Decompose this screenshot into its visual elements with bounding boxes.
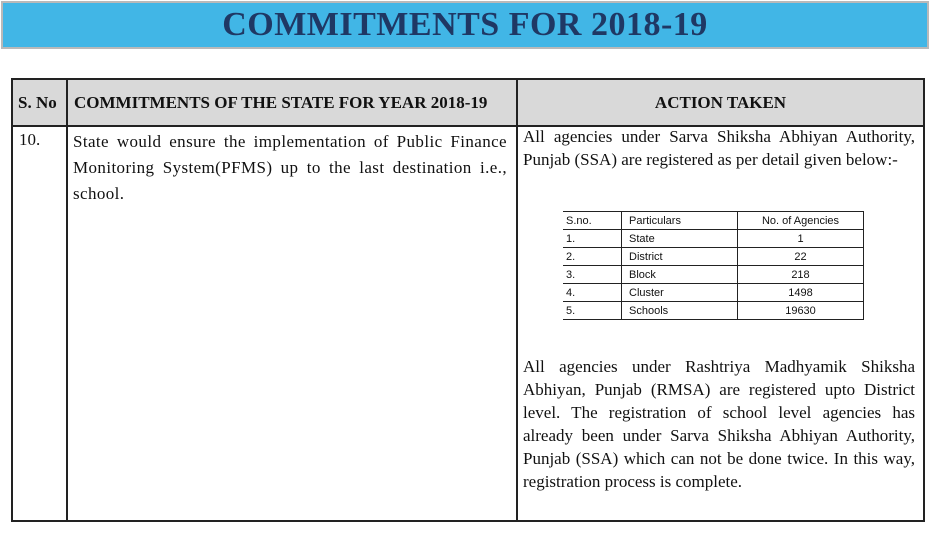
- title-banner: [1, 1, 929, 49]
- agency-sno: 4.: [563, 284, 622, 302]
- table-row: [563, 284, 864, 302]
- agency-count: 22: [738, 248, 864, 266]
- agency-sno: 2.: [563, 248, 622, 266]
- agencies-header-sno: S.no.: [563, 212, 622, 230]
- row-commitment: State would ensure the implementation of Public Finance Monitoring System(PFMS) up to the last destination i.e., school.: [73, 132, 507, 203]
- row-sno: 10.: [19, 130, 41, 149]
- agency-particular: State: [622, 230, 738, 248]
- agencies-table: [563, 211, 864, 320]
- agency-count: 19630: [738, 302, 864, 320]
- row-action-outro: All agencies under Rashtriya Madhyamik Shiksha Abhiyan, Punjab (RMSA) are registered upto District level. The registration of school level agencies has already been under Sarva Shiksha Abhiyan Authority, Punjab (SSA) which can not be done twice. In this way, registration process is complete.: [523, 357, 915, 491]
- column-divider: [66, 80, 68, 520]
- agency-particular: District: [622, 248, 738, 266]
- header-action: ACTION TAKEN: [654, 92, 787, 112]
- agencies-header-count: No. of Agencies: [738, 212, 864, 230]
- agency-count: 1: [738, 230, 864, 248]
- row-action-intro: All agencies under Sarva Shiksha Abhiyan Authority, Punjab (SSA) are registered as per detail given below:-: [523, 127, 915, 169]
- table-row: [563, 302, 864, 320]
- header-commitment: COMMITMENTS OF THE STATE FOR YEAR 2018-19: [74, 92, 488, 112]
- agency-sno: 5.: [563, 302, 622, 320]
- agency-particular: Block: [622, 266, 738, 284]
- agency-particular: Schools: [622, 302, 738, 320]
- page-title: COMMITMENTS FOR 2018-19: [222, 6, 708, 43]
- agencies-header-row: [563, 212, 864, 230]
- commitments-table: [11, 78, 925, 522]
- agency-count: 1498: [738, 284, 864, 302]
- table-row: [563, 266, 864, 284]
- header-sno: S. No: [18, 92, 57, 112]
- table-row: [563, 230, 864, 248]
- column-divider: [516, 80, 518, 520]
- agency-sno: 1.: [563, 230, 622, 248]
- agency-count: 218: [738, 266, 864, 284]
- agency-sno: 3.: [563, 266, 622, 284]
- agency-particular: Cluster: [622, 284, 738, 302]
- agencies-header-particulars: Particulars: [622, 212, 738, 230]
- table-row: [563, 248, 864, 266]
